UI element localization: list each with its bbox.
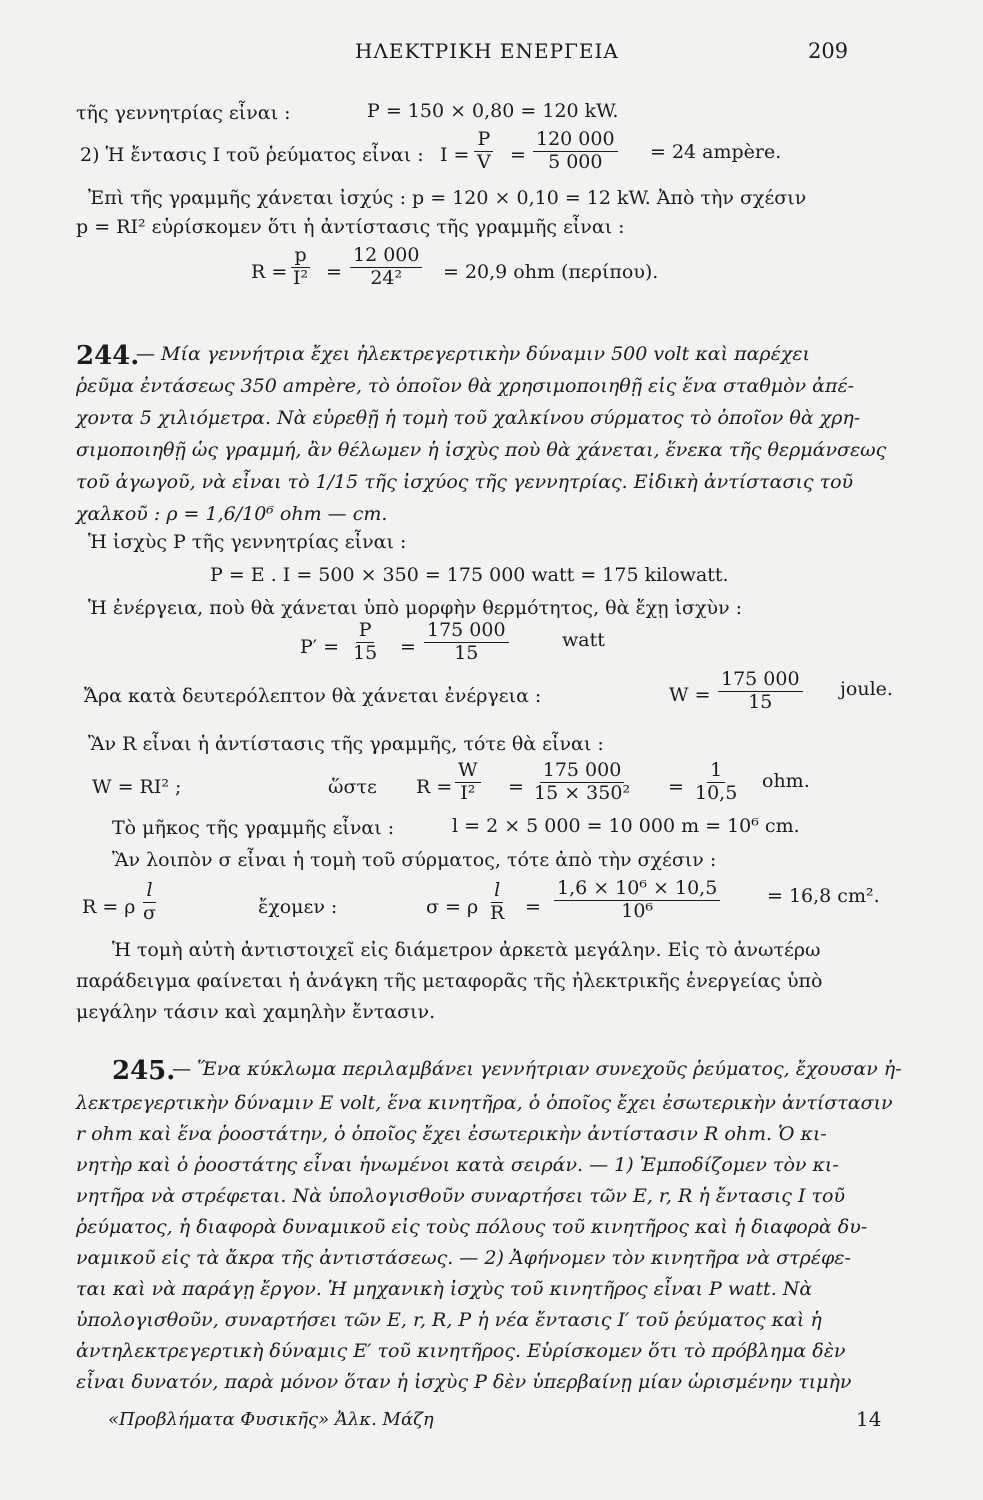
p245-statement-line-10: ἀντηλεκτρεγερτικὴ δύναμις E′ τοῦ κινητῆρος. Εὑρίσκομεν ὅτι τὸ πρόβλημα δὲν — [76, 1340, 846, 1362]
numerator: l — [143, 881, 155, 903]
denominator: 15 — [454, 641, 479, 664]
p243-power-formula: P = 150 × 0,80 = 120 kW. — [367, 100, 619, 122]
p244-lost-power-fraction-1 — [350, 621, 380, 664]
denominator: σ — [143, 901, 156, 924]
numerator: P — [356, 621, 375, 643]
p244-r-lhs: R = — [416, 776, 453, 798]
problem-number-244: 244. — [76, 341, 140, 371]
equals-sign: = — [525, 896, 541, 918]
p243-resistance-fraction-1 — [290, 246, 311, 289]
p245-statement-line-9: ὑπολογισθοῦν, συναρτήσει τῶν E, r, R, P ἡ νέα ἔντασις I′ τοῦ ῥεύματος καὶ ἡ — [76, 1309, 822, 1331]
p244-power-formula: P = E . I = 500 × 350 = 175 000 watt = 175 kilowatt. — [210, 564, 729, 586]
p244-statement-line-2: ῥεῦμα ἐντάσεως 350 ampère, τὸ ὁποῖον θὰ χρησιμοποιηθῇ εἰς ἕνα σταθμὸν ἀπέ- — [76, 375, 855, 397]
p244-hence: ὥστε — [328, 776, 377, 798]
p245-statement-line-2: λεκτρεγερτικὴν δύναμιν E volt, ἕνα κινητῆρα, ὁ ὁποῖος ἔχει ἐσωτερικὴν ἀντίστασιν — [76, 1092, 893, 1114]
equals-sign: = — [326, 261, 342, 283]
denominator: I² — [460, 781, 476, 804]
p244-solution-line-3: Ἡ ἐνέργεια, ποὺ θὰ χάνεται ὑπὸ μορφὴν θερμότητος, θὰ ἔχῃ ἰσχὺν : — [88, 597, 743, 619]
equals-sign: = — [508, 776, 524, 798]
p244-lost-power-fraction-2 — [424, 621, 509, 664]
p243-resistance-lhs: R = — [251, 261, 288, 283]
p244-r-fraction-3 — [692, 761, 740, 804]
numerator: 12 000 — [350, 246, 422, 268]
p244-section-lhs: σ = ρ — [426, 896, 479, 918]
page-number: 209 — [808, 39, 849, 63]
p244-conclusion-line-1: Ἡ τομὴ αὐτὴ ἀντιστοιχεῖ εἰς διάμετρον ἀρκετὰ μεγάλην. Εἰς τὸ ἀνωτέρω — [112, 939, 821, 961]
denominator: 5 000 — [548, 150, 603, 173]
numerator: 120 000 — [533, 130, 618, 152]
p244-section-fraction-1 — [487, 881, 507, 924]
numerator: 175 000 — [424, 621, 509, 643]
equals-sign: = — [668, 776, 684, 798]
p244-resistance-formula-lhs: R = ρ — [82, 896, 136, 918]
p244-conclusion-line-3: μεγάλην τάσιν καὶ χαμηλὴν ἔντασιν. — [76, 1001, 436, 1023]
numerator: 1,6 × 10⁶ × 10,5 — [554, 879, 720, 901]
denominator: 15 — [748, 690, 773, 713]
denominator: V — [477, 150, 491, 173]
numerator: 1 — [707, 761, 725, 783]
p245-statement-line-3: r ohm καὶ ἕνα ῥοοστάτην, ὁ ὁποῖος ἔχει ἐσωτερικὴν ἀντίστασιν R ohm. Ὁ κι- — [76, 1123, 827, 1145]
p244-energy-fraction — [718, 670, 803, 713]
footer-signature-number: 14 — [856, 1407, 882, 1431]
p244-solution-line-9: Ἂν λοιπὸν σ εἶναι ἡ τομὴ τοῦ σύρματος, τότε ἀπὸ τὴν σχέσιν : — [112, 849, 717, 871]
p243-current-lhs: I = — [440, 144, 470, 166]
p244-statement-line-4: σιμοποιηθῇ ὡς γραμμή, ἂν θέλωμεν ἡ ἰσχὺς ποὺ θὰ χάνεται, ἕνεκα τῆς θερμάνσεως — [76, 439, 887, 461]
p244-energy-lhs: W = — [669, 684, 711, 706]
p243-current-fraction-2 — [533, 130, 618, 173]
p244-solution-line-6: Ἂν R εἶναι ἡ ἀντίστασις τῆς γραμμῆς, τότε θὰ εἶναι : — [88, 733, 604, 755]
p243-resistance-fraction-2 — [350, 246, 422, 289]
denominator: 10⁶ — [621, 899, 654, 922]
numerator: p — [291, 246, 309, 268]
equals-sign: = — [510, 144, 526, 166]
p243-current-fraction-1 — [474, 130, 494, 173]
p244-solution-line-1: Ἡ ἰσχὺς P τῆς γεννητρίας εἶναι : — [88, 531, 407, 553]
denominator: R — [490, 901, 505, 924]
p244-section-result: = 16,8 cm². — [767, 885, 880, 907]
p245-statement-line-8: ται καὶ νὰ παράγῃ ἔργον. Ἡ μηχανικὴ ἰσχὺς τοῦ κινητῆρος εἶναι P watt. Νὰ — [76, 1278, 813, 1300]
p244-section-fraction-2 — [554, 879, 720, 922]
p244-length-text: Τὸ μῆκος τῆς γραμμῆς εἶναι : — [112, 817, 395, 839]
p244-conclusion-line-2: παράδειγμα φαίνεται ἡ ἀνάγκη τῆς μεταφορᾶς τῆς ἠλεκτρικῆς ἐνεργείας ὑπὸ — [76, 970, 823, 992]
footer-source: «Προβλήματα Φυσικῆς» Ἀλκ. Μάζη — [108, 1409, 434, 1430]
problem-number-245: 245. — [112, 1056, 176, 1086]
p244-lost-power-lhs: P′ = — [300, 636, 340, 658]
p245-statement-line-6: ῥεύματος, ἡ διαφορὰ δυναμικοῦ εἰς τοὺς πόλους τοῦ κινητῆρος καὶ ἡ διαφορὰ δυ- — [76, 1216, 868, 1238]
numerator: 175 000 — [540, 761, 625, 783]
p245-statement-line-4: νητὴρ καὶ ὁ ῥοοστάτης εἶναι ἡνωμένοι κατὰ σειράν. — 1) Ἐμποδίζομεν τὸν κι- — [76, 1154, 839, 1176]
p245-statement-line-5: νητῆρα νὰ στρέφεται. Νὰ ὑπολογισθοῦν συναρτήσει τῶν E, r, R ἡ ἔντασις I τοῦ — [76, 1185, 845, 1207]
p243-resistance-result: = 20,9 ohm (περίπου). — [443, 261, 659, 283]
p244-statement-line-5: τοῦ ἀγωγοῦ, νὰ εἶναι τὸ 1/15 τῆς ἰσχύος τῆς γεννητρίας. Εἰδικὴ ἀντίστασις τοῦ — [76, 471, 854, 493]
p244-length-formula: l = 2 × 5 000 = 10 000 m = 10⁶ cm. — [452, 815, 800, 837]
numerator: P — [474, 130, 493, 152]
p243-line-3: Ἐπὶ τῆς γραμμῆς χάνεται ἰσχύς : p = 120 × 0,10 = 12 kW. Ἀπὸ τὴν σχέσιν — [88, 187, 807, 209]
numerator: 175 000 — [718, 670, 803, 692]
p243-line-2-text: 2) Ἡ ἔντασις I τοῦ ῥεύματος εἶναι : — [80, 144, 424, 166]
p244-statement-line-6: χαλκοῦ : ρ = 1,6/10⁶ ohm — cm. — [76, 503, 388, 525]
denominator: 10,5 — [695, 781, 738, 804]
denominator: 15 × 350² — [534, 781, 631, 804]
denominator: I² — [293, 266, 309, 289]
p244-statement-line-1: — Μία γεννήτρια ἔχει ἠλεκτρεγερτικὴν δύναμιν 500 volt καὶ παρέχει — [136, 343, 810, 365]
p245-statement-line-11: εἶναι δυνατόν, παρὰ μόνον ὅταν ἡ ἰσχὺς P δὲν ὑπερβαίνῃ μίαν ὡρισμένην τιμὴν — [76, 1371, 852, 1393]
p243-line-1-text: τῆς γεννητρίας εἶναι : — [76, 102, 291, 124]
numerator: W — [455, 761, 481, 783]
numerator: l — [491, 881, 503, 903]
p245-statement-line-1: — Ἕνα κύκλωμα περιλαμβάνει γεννήτριαν συνεχοῦς ῥεύματος, ἔχουσαν ἠ- — [172, 1058, 902, 1080]
p244-resistance-formula-fraction — [140, 881, 159, 924]
p244-lost-power-unit: watt — [562, 629, 605, 651]
running-header-title: ΗΛΕΚΤΡΙΚΗ ΕΝΕΡΓΕΙΑ — [355, 39, 619, 63]
equals-sign: = — [400, 636, 416, 658]
denominator: 24² — [370, 266, 403, 289]
p244-r-fraction-1 — [455, 761, 481, 804]
p244-r-unit: ohm. — [762, 770, 810, 792]
p244-energy-unit: joule. — [840, 678, 893, 700]
p243-line-4: p = RI² εὑρίσκομεν ὅτι ἡ ἀντίστασις τῆς γραμμῆς εἶναι : — [76, 216, 625, 238]
p244-we-have: ἔχομεν : — [258, 896, 338, 918]
p244-statement-line-3: χοντα 5 χιλιόμετρα. Νὰ εὑρεθῇ ἡ τομὴ τοῦ χαλκίνου σύρματος τὸ ὁποῖον θὰ χρη- — [76, 407, 861, 429]
p244-joule-law: W = RI² ; — [92, 776, 182, 798]
p243-current-result: = 24 ampère. — [650, 141, 782, 163]
p244-solution-line-5: Ἄρα κατὰ δευτερόλεπτον θὰ χάνεται ἐνέργεια : — [84, 685, 542, 707]
denominator: 15 — [353, 641, 378, 664]
p244-r-fraction-2 — [531, 761, 633, 804]
p245-statement-line-7: ναμικοῦ εἰς τὰ ἄκρα τῆς ἀντιστάσεως. — 2) Ἀφήνομεν τὸν κινητῆρα νὰ στρέφε- — [76, 1247, 851, 1269]
